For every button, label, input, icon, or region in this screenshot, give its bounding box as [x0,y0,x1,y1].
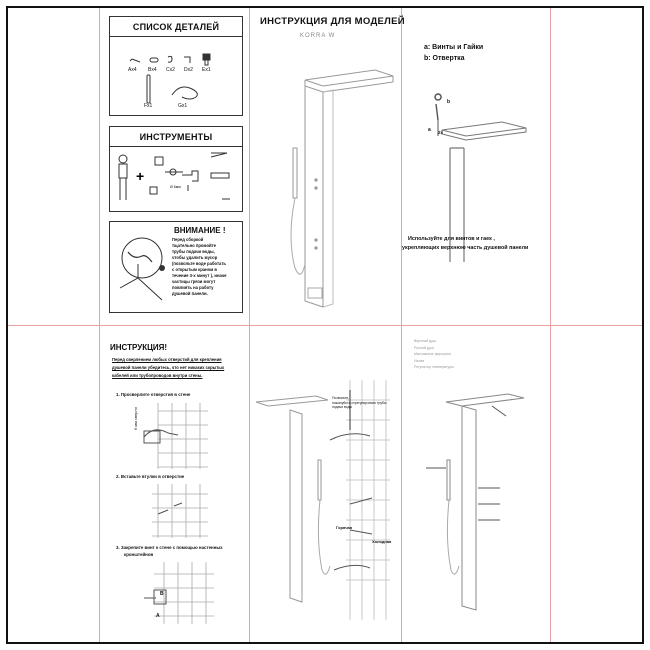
marker-b: b [447,99,451,105]
hot-water-label: Горячая [336,525,353,530]
part-label-f: Fx1 [144,103,153,109]
tape-icon [150,187,230,199]
warning-line: трубы подачи воды, [172,249,215,254]
level-icon [211,173,229,178]
margin-line-right [550,8,551,642]
function-legend [414,338,454,371]
screwdriver-icon [165,169,183,175]
legend-item: Массажные форсунки [414,352,451,356]
legend-item: Ручной душ [414,345,434,350]
anchor-insert-illustration [138,484,208,538]
hand-shower-icon [147,75,150,103]
anchor-icon [168,56,172,62]
page3-caption-1: Используйте для винтов и гаек , [408,236,495,242]
marker-b-step3: B [160,591,164,597]
step-1: 1. Просверлите отверстия в стене [116,392,191,397]
step-2: 2. Вставьте втулки в отверстие [116,474,185,479]
parts-list-title: СПИСОК ДЕТАЛЕЙ [110,17,242,37]
person-icon [119,155,127,200]
warning-line: частицы грязи могут [172,279,216,284]
page4-intro [112,356,224,380]
page3-caption-2: укрепляющих верхнюю часть душевой панели [402,245,529,251]
hose-icon [172,87,197,99]
hose-holder-icon [203,54,210,65]
warning-line: душевой панели. [172,291,208,296]
intro-line: душевой панели убедитесь, что нет никаких скрытых [112,365,225,370]
part-label-b: Bx4 [148,67,157,73]
washer-icon [150,58,158,62]
part-label-d: Dx2 [184,67,193,73]
warning-line: Перед сборкой [172,237,204,242]
warning-line: (позвольте воде работать [172,261,226,266]
warning-text [172,237,226,297]
page4-title: ИНСТРУКЦИЯ! [110,343,168,352]
page2-title: ИНСТРУКЦИЯ ДЛЯ МОДЕЛЕЙ [260,16,405,27]
bracket-fixing-illustration [140,562,214,624]
legend-item: Излив [414,358,425,363]
step-3-line2: кронштейнов [124,552,154,557]
part-label-e: Ex1 [202,67,211,73]
legend-item: Регулятор температуры [414,365,454,369]
drill-icon [182,171,198,191]
tools-icons [110,127,244,213]
top-fixing-illustration [402,90,550,220]
drill-depth-label: 6 мм сверло [133,407,138,430]
warning-box [109,221,243,313]
warning-line: повлиять на работу [172,285,214,290]
wrench-icon [155,157,163,165]
panel-mounting-illustration [250,380,400,630]
drilling-illustration [138,403,208,469]
legend-item: Верхний душ [414,339,436,343]
warning-line: течение 3-х минут ), иначе [172,273,227,278]
functions-diagram [402,380,550,630]
pliers-icon [211,153,227,157]
tools-box [109,126,243,212]
warning-line: чтобы удалить мусор [172,255,218,260]
part-label-c: Cx2 [166,67,175,73]
parts-list-box [109,16,243,116]
bracket-icon [184,57,190,63]
marker-2x: 2x [438,130,444,135]
warning-line: тщательно промойте [172,243,216,248]
intro-line: Перед сверлением любых отверстий для крепления [112,357,222,362]
plus-icon: + [136,168,145,184]
part-label-a: Ax4 [128,67,137,73]
warning-title: ВНИМАНИЕ ! [174,226,226,235]
marker-a-step3: A [156,613,160,619]
legend-b: b: Отвертка [424,55,465,62]
row-divider [8,325,642,326]
legend-a: a: Винты и Гайки [424,44,484,51]
tools-title: ИНСТРУМЕНТЫ [110,127,242,147]
shower-panel-front-view [250,60,400,320]
part-label-g: Gx1 [178,103,188,109]
page2-model: KORRA W [300,33,336,39]
pipe-adjust-note: Позвольте, пожалуйста,отрегулировать трубы подачи воды [332,396,387,410]
step-3-line1: 3. Закрепите винт к стене с помощью настенных [116,545,223,550]
margin-line-left [99,8,100,642]
cold-water-label: Холодная [372,539,392,544]
screw-icon [130,59,140,62]
marker-a: a [428,127,431,133]
drill-size-label: Ø 6мм [170,185,181,189]
intro-line: кабелей или трубопроводов внутри стены. [112,373,203,378]
warning-line: с открытым краном в [172,267,217,272]
